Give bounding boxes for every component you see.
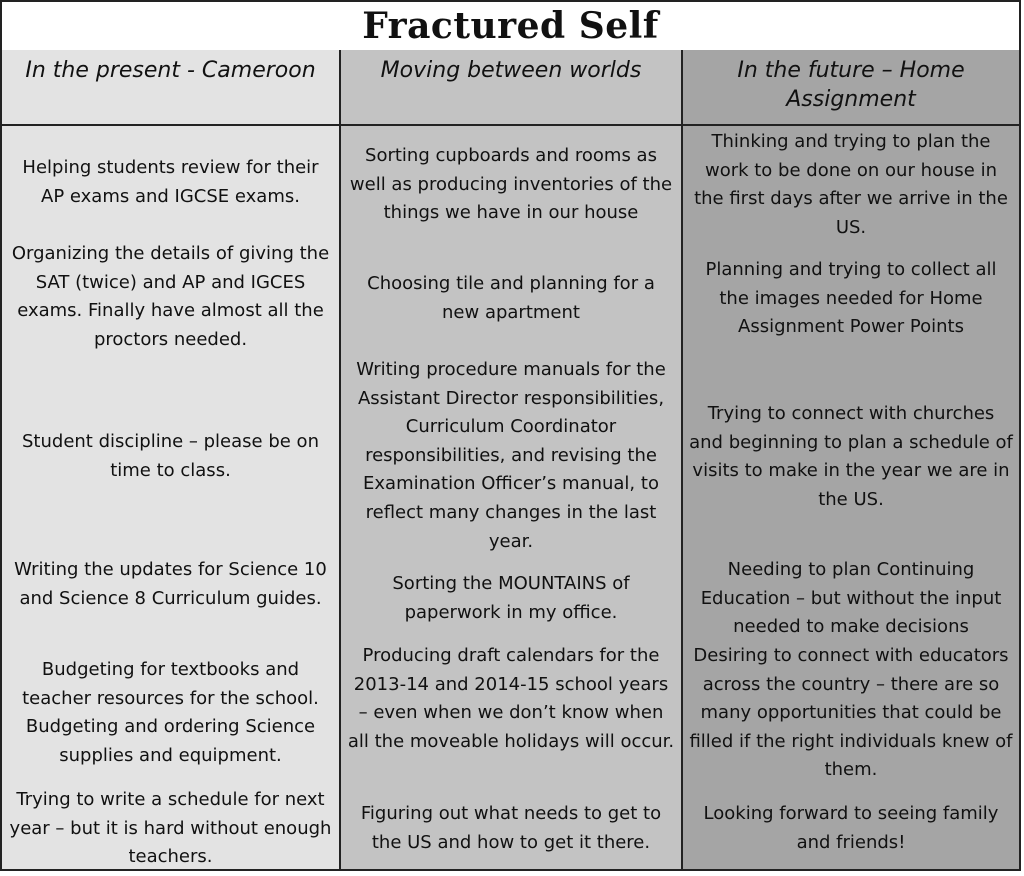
column-header-between: Moving between worlds: [341, 50, 681, 126]
column-between: [341, 50, 683, 869]
future-item: Trying to connect with churches and beginning to plan a schedule of visits to make in the year we are in the US.: [689, 403, 1013, 510]
column-present: [2, 50, 341, 869]
column-header-future: In the future – Home Assignment: [683, 50, 1019, 126]
between-item: Writing procedure manuals for the Assistant Director responsibilities, Curriculum Coordinator responsibilities, and revising the Examination Officer’s manual, to reflect many changes in the last year.: [356, 359, 666, 552]
future-item: Planning and trying to collect all the images needed for Home Assignment Power Points: [705, 259, 997, 338]
between-item: Producing draft calendars for the 2013-14 and 2014-15 school years – even when we don’t know when all the moveable holidays will occur.: [347, 645, 675, 752]
present-item: Trying to write a schedule for next year – but it is hard without enough teachers.: [9, 789, 332, 868]
column-header-present: In the present - Cameroon: [2, 50, 339, 126]
column-future: [683, 50, 1019, 869]
present-item: Helping students review for their AP exams and IGCSE exams.: [22, 157, 319, 207]
between-item: Choosing tile and planning for a new apartment: [367, 273, 655, 323]
present-item: Organizing the details of giving the SAT (twice) and AP and IGCES exams. Finally have almost all the proctors needed.: [11, 243, 330, 350]
present-item: Writing the updates for Science 10 and Science 8 Curriculum guides.: [14, 559, 327, 609]
future-item: Looking forward to seeing family and friends!: [703, 803, 999, 853]
future-item: Thinking and trying to plan the work to be done on our house in the first days after we arrive in the US.: [694, 131, 1008, 238]
between-item: Sorting the MOUNTAINS of paperwork in my office.: [392, 573, 630, 623]
present-item: Budgeting for textbooks and teacher resources for the school. Budgeting and ordering Science supplies and equipment.: [22, 659, 319, 766]
future-item: Desiring to connect with educators across the country – there are so many opportunities that could be filled if the right individuals knew of them.: [689, 645, 1013, 781]
between-item: Figuring out what needs to get to the US and how to get it there.: [360, 803, 662, 853]
between-item: Sorting cupboards and rooms as well as producing inventories of the things we have in our house: [349, 145, 673, 224]
table-title: Fractured Self: [2, 2, 1019, 52]
future-item: Needing to plan Continuing Education – but without the input needed to make decisions: [700, 559, 1002, 638]
present-item: Student discipline – please be on time to class.: [22, 431, 319, 481]
